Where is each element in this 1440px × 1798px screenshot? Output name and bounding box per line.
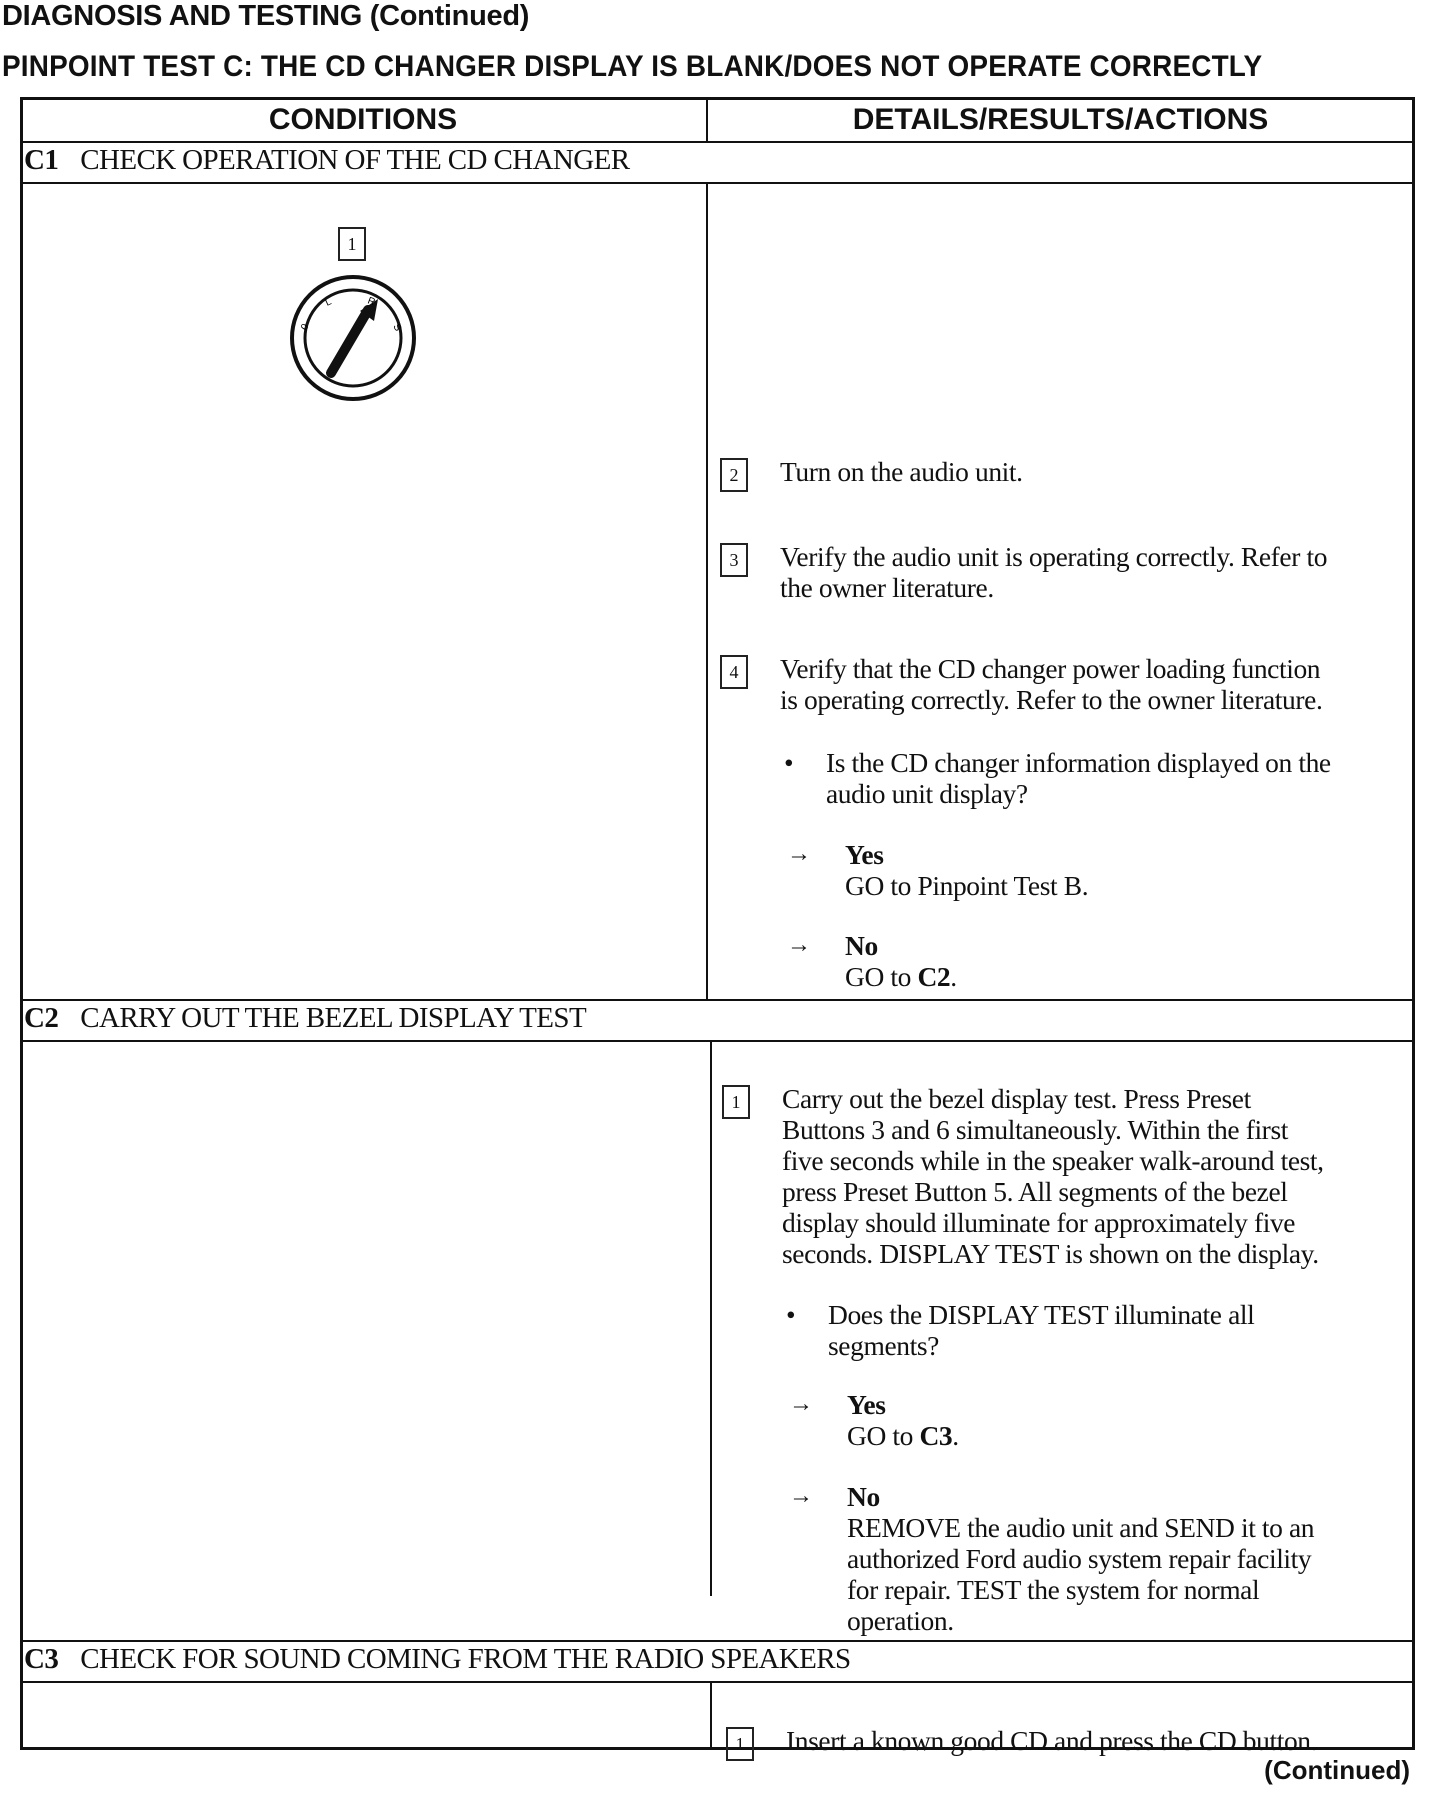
step-text-line: Turn on the audio unit. (780, 456, 1023, 487)
no-action-line: operation. (847, 1605, 954, 1636)
section-title: CHECK FOR SOUND COMING FROM THE RADIO SPEAKERS (80, 1643, 851, 1675)
step-text-line: Verify that the CD changer power loading function (780, 653, 1321, 684)
step-text (780, 541, 1327, 603)
section-header-c2 (24, 1002, 586, 1035)
column-divider (710, 1682, 712, 1750)
section-title: CARRY OUT THE BEZEL DISPLAY TEST (80, 1002, 587, 1034)
c2-yes-branch (789, 1389, 959, 1451)
step-text-line: Carry out the bezel display test. Press Preset (782, 1083, 1251, 1114)
row-divider (20, 999, 1415, 1001)
no-action-line: REMOVE the audio unit and SEND it to an (847, 1512, 1315, 1543)
row-divider (20, 1681, 1415, 1683)
action-text: . (950, 961, 957, 992)
step-1-number-box-wrap (338, 225, 366, 259)
section-title: CHECK OPERATION OF THE CD CHANGER (80, 144, 630, 176)
column-header-conditions: CONDITIONS (268, 103, 458, 136)
arrow-icon: → (789, 1391, 813, 1417)
ignition-pos-0: 0 (299, 322, 312, 333)
step-number-box: 3 (720, 543, 748, 577)
question-line: audio unit display? (826, 778, 1028, 809)
continued-label: (Continued) (1264, 1755, 1410, 1785)
c1-question (784, 747, 1331, 809)
step-text-line: press Preset Button 5. All segments of the bezel (782, 1176, 1288, 1207)
no-action-line: for repair. TEST the system for normal (847, 1574, 1260, 1605)
yes-action (847, 1420, 959, 1451)
step-text-line: display should illuminate for approximately five (782, 1207, 1296, 1238)
question-line: segments? (828, 1330, 939, 1361)
action-ref: C2 (917, 961, 951, 992)
column-divider (710, 1041, 712, 1596)
step-text-line: the owner literature. (780, 572, 994, 603)
row-divider (20, 1640, 1415, 1642)
pinpoint-test-table (20, 97, 1415, 1756)
arrow-icon: → (789, 1483, 813, 1509)
no-label: No (847, 1481, 880, 1512)
section-header-c1 (24, 144, 629, 177)
section-code: C3 (24, 1643, 59, 1675)
column-divider (706, 183, 708, 1000)
no-label: No (845, 930, 878, 961)
row-divider (20, 141, 1415, 143)
step-number-box: 1 (722, 1085, 750, 1119)
action-text: GO to (845, 961, 918, 992)
ignition-pos-r: R (365, 295, 377, 309)
step-text-line: five seconds while in the speaker walk-around test, (782, 1145, 1324, 1176)
page-title: DIAGNOSIS AND TESTING (Continued) (2, 0, 530, 32)
step-text-line: seconds. DISPLAY TEST is shown on the display. (782, 1238, 1319, 1269)
bullet-symbol: • (786, 1299, 796, 1330)
step-number-box: 1 (338, 227, 366, 261)
ignition-pos-s: S (390, 322, 404, 334)
ignition-pos-l: L (323, 296, 334, 309)
question-line: Is the CD changer information displayed on the (826, 747, 1331, 778)
yes-label: Yes (847, 1389, 886, 1420)
header-divider (706, 97, 708, 142)
action-text: GO to (847, 1420, 920, 1451)
action-ref: C3 (919, 1420, 953, 1451)
bullet-symbol: • (784, 747, 794, 778)
pinpoint-test-title: PINPOINT TEST C: THE CD CHANGER DISPLAY IS BLANK/DOES NOT OPERATE CORRECTLY (2, 50, 1263, 83)
step-text-line: is operating correctly. Refer to the owner literature. (780, 684, 1323, 715)
row-divider (20, 182, 1415, 184)
no-action-line: authorized Ford audio system repair facility (847, 1543, 1312, 1574)
yes-action: GO to Pinpoint Test B. (845, 870, 1089, 901)
c1-no-branch (787, 930, 957, 992)
section-code: C2 (24, 1002, 59, 1034)
arrow-icon: → (787, 932, 811, 958)
no-action (845, 961, 957, 992)
c1-yes-branch (787, 839, 1089, 901)
step-number-box: 4 (720, 655, 748, 689)
arrow-icon: → (787, 841, 811, 867)
section-header-c3 (24, 1643, 851, 1676)
step-text (782, 1083, 1324, 1269)
question-line: Does the DISPLAY TEST illuminate all (828, 1299, 1255, 1330)
step-number-box: 2 (720, 458, 748, 492)
step-text: Insert a known good CD and press the CD button. (786, 1725, 1318, 1756)
action-text: . (952, 1420, 959, 1451)
row-divider (20, 1040, 1415, 1042)
c2-question (786, 1299, 1255, 1361)
ignition-switch-icon (288, 273, 418, 403)
c2-no-branch (789, 1481, 1315, 1636)
step-text-line: Verify the audio unit is operating correctly. Refer to (780, 541, 1328, 572)
yes-label: Yes (845, 839, 884, 870)
column-header-details: DETAILS/RESULTS/ACTIONS (852, 103, 1269, 136)
section-code: C1 (24, 144, 59, 176)
step-text (780, 653, 1322, 715)
step-number-box: 1 (726, 1727, 754, 1761)
step-text (780, 456, 1023, 487)
step-text-line: Buttons 3 and 6 simultaneously. Within the first (782, 1114, 1288, 1145)
